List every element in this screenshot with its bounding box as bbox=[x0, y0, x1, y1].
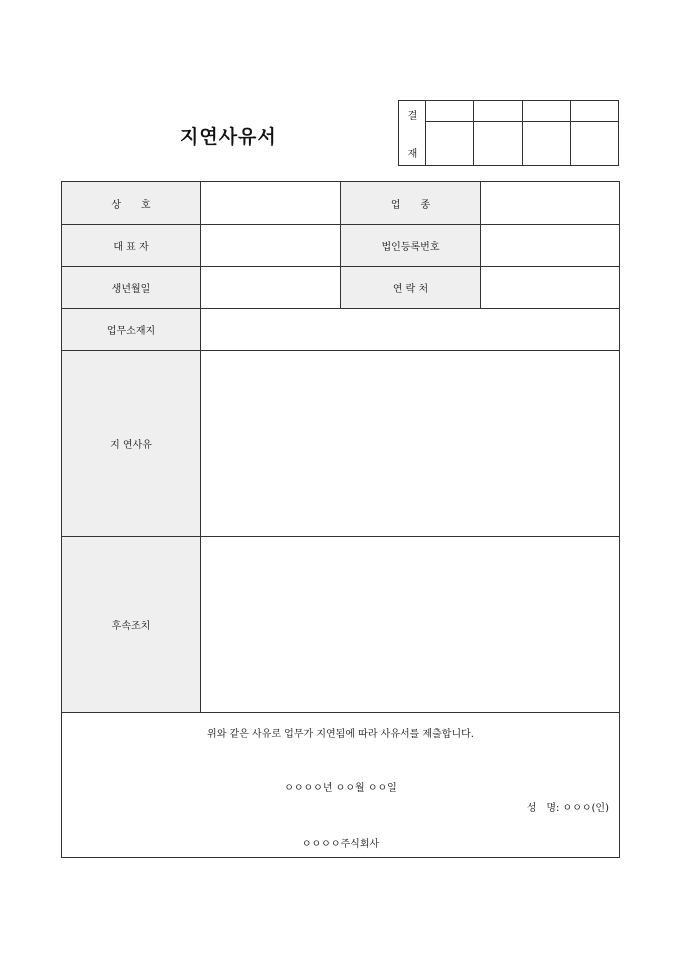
approval-slot-3[interactable] bbox=[523, 101, 571, 165]
field-company-name[interactable] bbox=[201, 182, 341, 225]
label-delay-reason: 지 연사유 bbox=[62, 351, 201, 537]
delay-report-form bbox=[61, 181, 620, 858]
approval-label-top: 결 bbox=[407, 111, 418, 122]
approval-slot-4[interactable] bbox=[571, 101, 618, 165]
footer-section bbox=[62, 713, 620, 858]
label-corp-registration-number: 법인등록번호 bbox=[341, 225, 481, 267]
approval-slot-2[interactable] bbox=[474, 101, 522, 165]
field-follow-up-action[interactable] bbox=[201, 537, 620, 713]
field-delay-reason[interactable] bbox=[201, 351, 620, 537]
footer-statement: 위와 같은 사유로 업무가 지연됨에 따라 사유서를 제출합니다. bbox=[207, 729, 474, 740]
approval-label-column bbox=[399, 101, 426, 165]
field-representative[interactable] bbox=[201, 225, 341, 267]
document-title: 지연사유서 bbox=[180, 126, 277, 148]
field-birth-date[interactable] bbox=[201, 267, 341, 309]
approval-box bbox=[398, 100, 619, 166]
field-business-address[interactable] bbox=[201, 309, 620, 351]
label-follow-up-action: 후속조치 bbox=[62, 537, 201, 713]
footer-signature: 성 명: ㅇㅇㅇ(인) bbox=[526, 803, 609, 814]
label-company-name: 상 호 bbox=[62, 182, 201, 225]
field-corp-registration-number[interactable] bbox=[481, 225, 620, 267]
approval-slot-1[interactable] bbox=[426, 101, 474, 165]
label-contact: 연 락 처 bbox=[341, 267, 481, 309]
field-business-type[interactable] bbox=[481, 182, 620, 225]
label-birth-date: 생년월일 bbox=[62, 267, 201, 309]
approval-label-bottom: 재 bbox=[407, 149, 418, 160]
label-business-address: 업무소재지 bbox=[62, 309, 201, 351]
field-contact[interactable] bbox=[481, 267, 620, 309]
footer-date: ㅇㅇㅇㅇ년 ㅇㅇ월 ㅇㅇ일 bbox=[284, 783, 397, 794]
label-representative: 대 표 자 bbox=[62, 225, 201, 267]
footer-company: ㅇㅇㅇㅇ주식회사 bbox=[301, 839, 380, 850]
label-business-type: 업 종 bbox=[341, 182, 481, 225]
